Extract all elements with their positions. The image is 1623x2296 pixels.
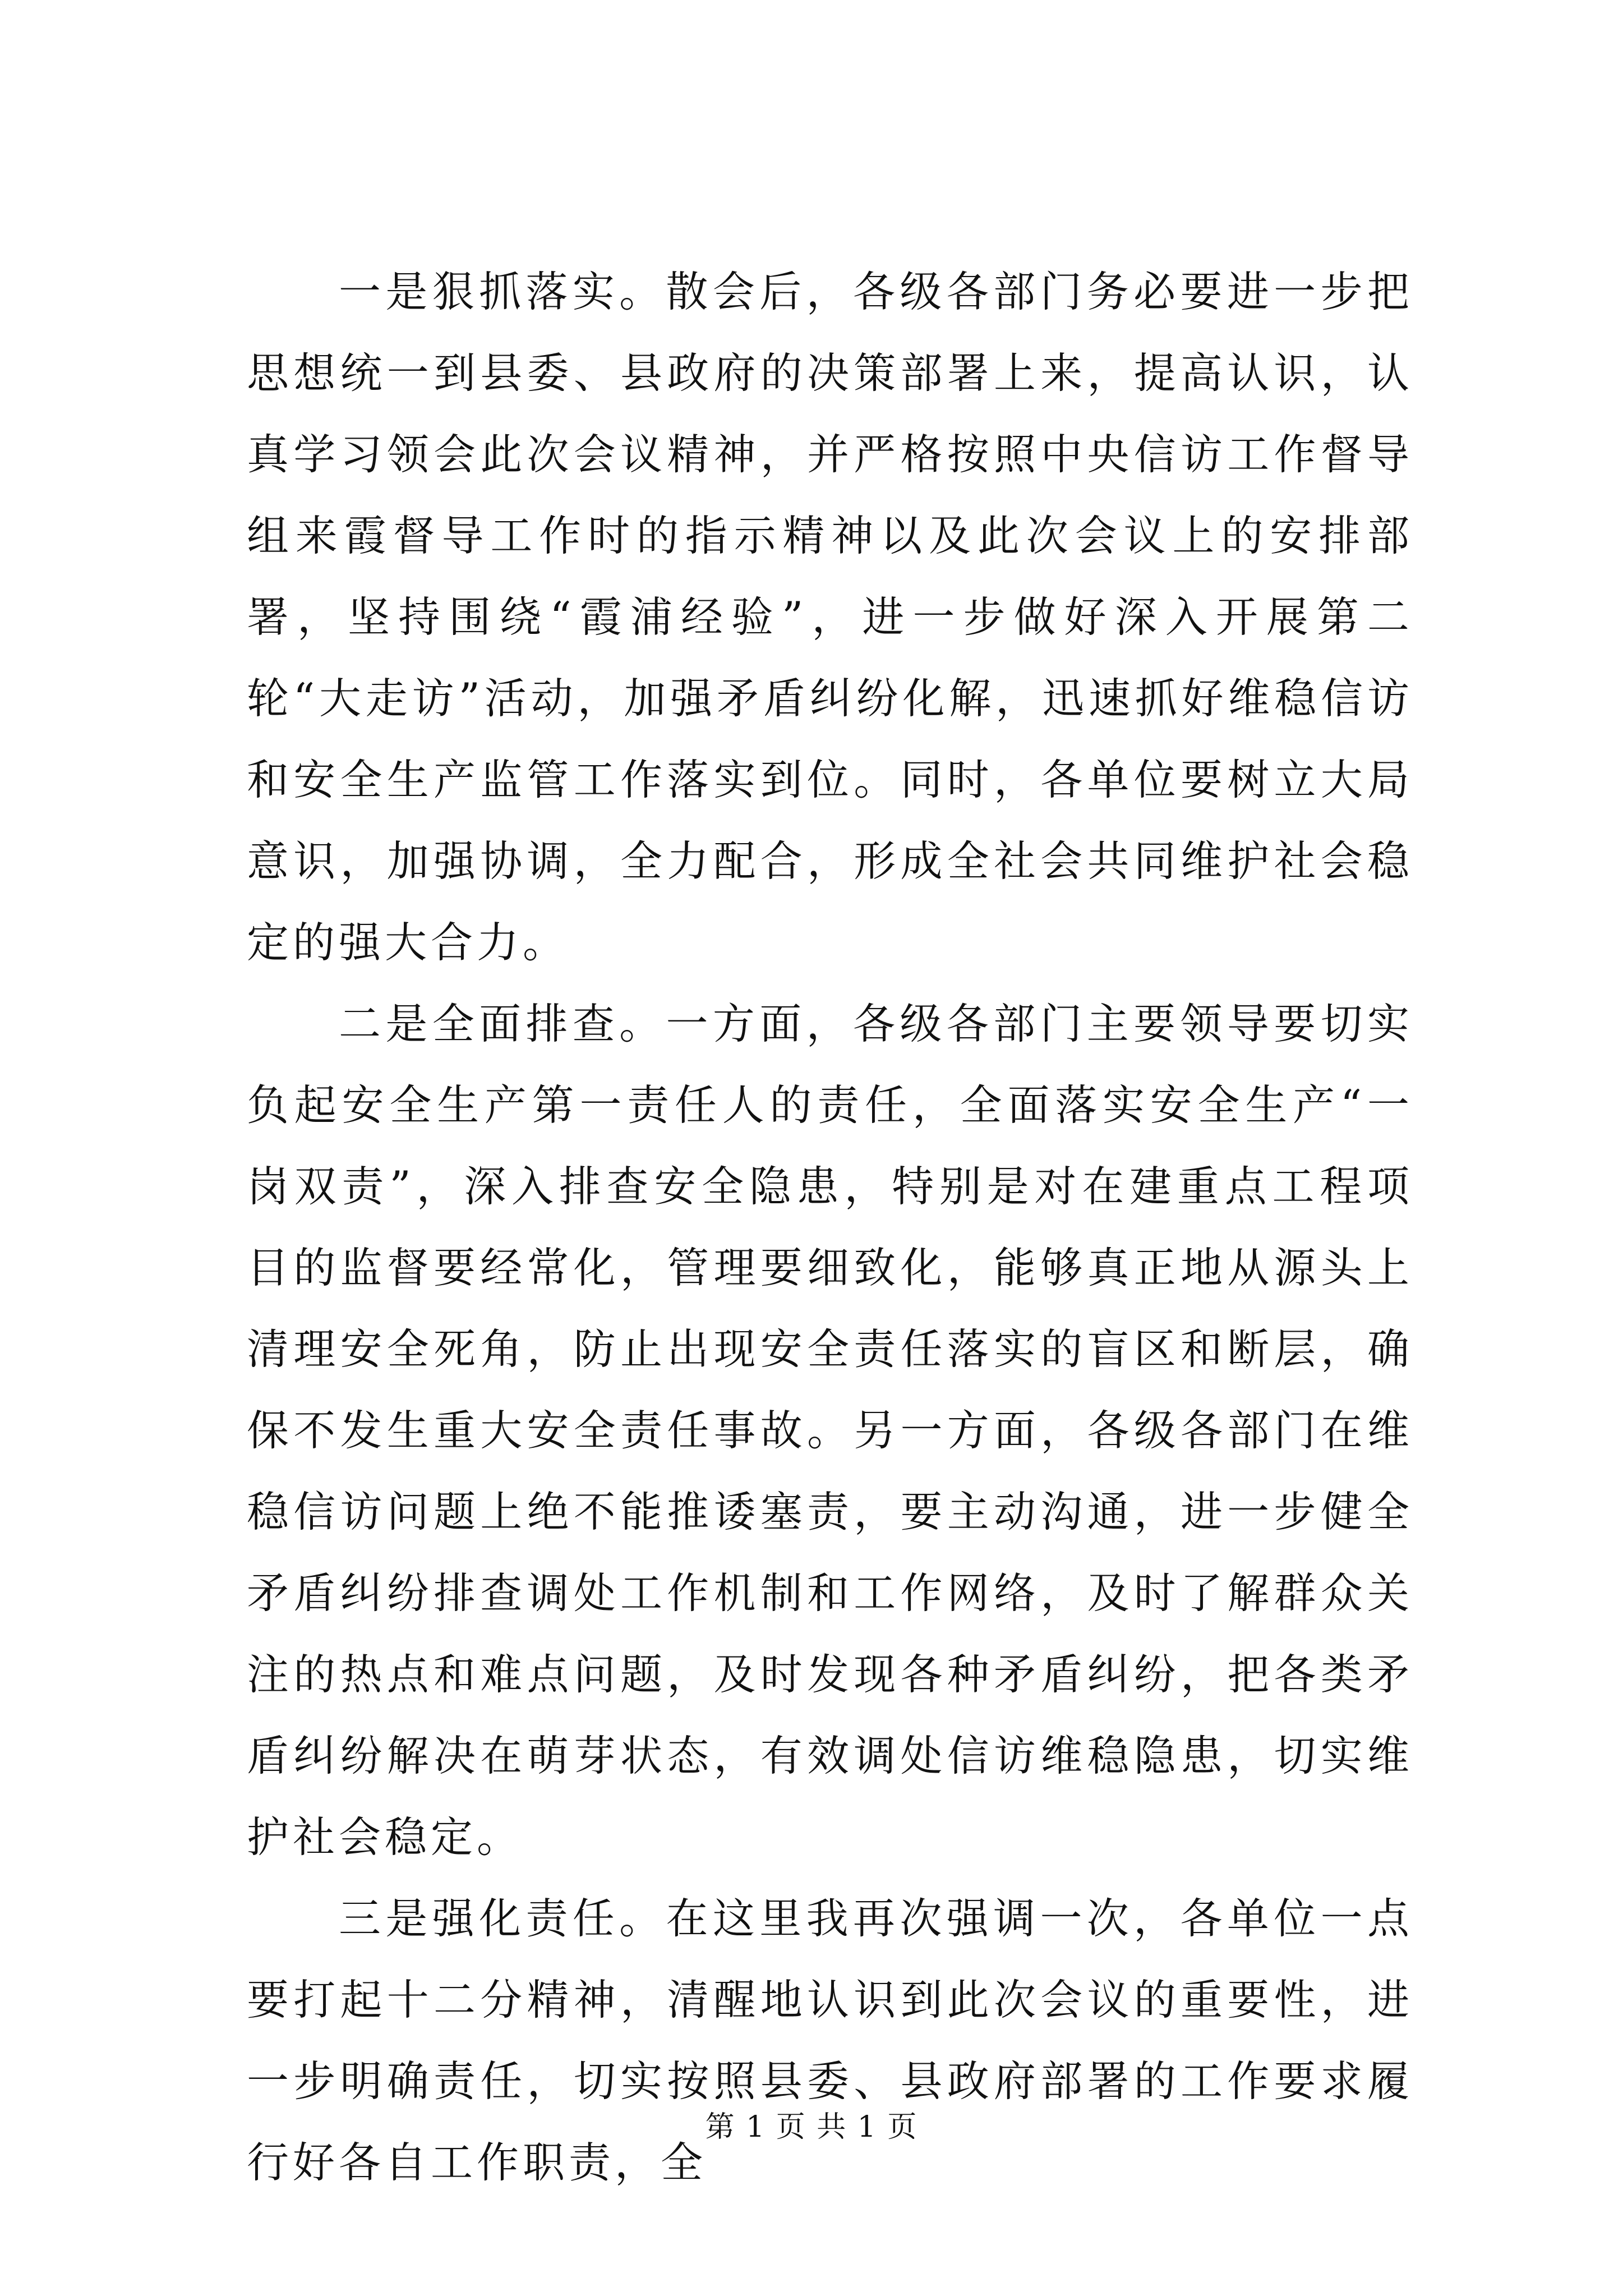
page-footer: 第 1 页 共 1 页	[705, 2110, 918, 2144]
document-body	[247, 251, 1413, 2203]
paragraph-1: 一是狠抓落实。散会后，各级各部门务必要进一步把思想统一到县委、县政府的决策部署上来，提高认识，认真学习领会此次会议精神，并严格按照中央信访工作督导组来霞督导工作时的指示精神以及此次会议上的安排部署，坚持围绕“霞浦经验”，进一步做好深入开展第二轮“大走访”活动，加强矛盾纠纷化解，迅速抓好维稳信访和安全生产监管工作落实到位。同时，各单位要树立大局意识，加强协调，全力配合，形成全社会共同维护社会稳定的强大合力。	[247, 267, 1413, 967]
paragraph-3: 三是强化责任。在这里我再次强调一次，各单位一点要打起十二分精神，清醒地认识到此次会议的重要性，进一步明确责任，切实按照县委、县政府部署的工作要求履行好各自工作职责，全	[247, 1894, 1413, 2187]
paragraph-2: 二是全面排查。一方面，各级各部门主要领导要切实负起安全生产第一责任人的责任，全面落实安全生产“一岗双责”，深入排查安全隐患，特别是对在建重点工程项目的监督要经常化，管理要细致化，能够真正地从源头上清理安全死角，防止出现安全责任落实的盲区和断层，确保不发生重大安全责任事故。另一方面，各级各部门在维稳信访问题上绝不能推诿塞责，要主动沟通，进一步健全矛盾纠纷排查调处工作机制和工作网络，及时了解群众关注的热点和难点问题，及时发现各种矛盾纠纷，把各类矛盾纠纷解决在萌芽状态，有效调处信访维稳隐患，切实维护社会稳定。	[247, 999, 1413, 1862]
